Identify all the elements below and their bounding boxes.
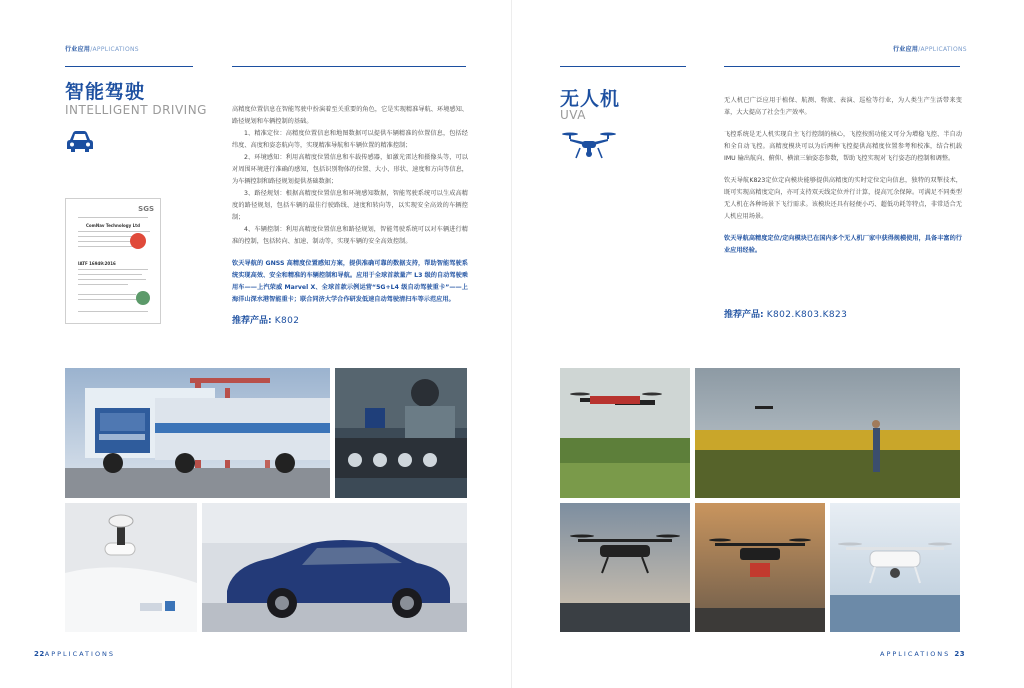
paragraph: 飞控系统是无人机实现自主飞行控制的核心，飞控按照功能又可分为增稳飞控、半自动和全自动飞控。高精度模块可以为后两种飞控提供高精度位置参考和校准，结合机载 IMU 输出航向、俯仰、横滚三轴姿态参数，帮助飞控实现对飞行姿态的控制和调整。 [724, 131, 962, 162]
paragraph: 2、环境感知：利用高精度位置信息和车载传感器，如激光雷达和摄像头等，可以对周围环境进行准确的感知，包括识别物体的位置、大小、形状、速度和方向等信息，为车辆控制和路径规划提供基础数据； [232, 154, 468, 185]
recommend-label: 推荐产品: [232, 316, 272, 326]
cert-company: ComNav Technology Ltd [86, 223, 140, 228]
footer-left [34, 650, 115, 658]
paragraph: 3、路径规划：根据高精度位置信息和环境感知数据，智能驾驶系统可以生成高精度的路径规划，包括车辆的最佳行驶路线、速度和转向等，以实现安全高效的车辆控制； [232, 190, 468, 221]
paragraph: 钦天导航K823定位定向模块能够提供高精度的实时定位定向信息，独特的双掣技术，既可实现高精度定向，亦可支持双天线定位并行计算，提高冗余保障。可满足不同类型无人机在各种场景下飞行需求。该模块还具有轻便小巧、超低功耗等特点，非常适合无人机应用场景。 [724, 177, 962, 220]
cert-line [78, 231, 150, 232]
header-rule-left-a [65, 66, 193, 67]
spacer [724, 165, 962, 175]
left-body-text [232, 104, 468, 306]
footer-right [880, 650, 965, 658]
paragraph: 4、车辆控制：利用高精度位置信息和路径规划，智能驾驶系统可以对车辆进行精准的控制，包括转向、加速、制动等，实现车辆的安全高效控制。 [232, 226, 468, 245]
cert-seal-globe [136, 291, 150, 305]
page-title-cn: 无人机 [560, 88, 621, 110]
page-title-cn: 智能驾驶 [65, 81, 146, 103]
section-header-cn: 行业应用 [65, 46, 91, 53]
paragraph: 1、精准定位：高精度位置信息和地图数据可以提供车辆精准的位置信息，包括经纬度、高度和姿态航向等，实现精准导航和车辆位置的精准控制； [232, 130, 468, 149]
header-rule-left-b [232, 66, 466, 67]
recommend-model: K802 [274, 316, 300, 326]
section-header-cn: 行业应用 [893, 46, 919, 53]
spacer [724, 223, 962, 233]
footer-text: APPLICATIONS [44, 650, 116, 658]
highlight-paragraph: 钦天导航高精度定位/定向模块已在国内多个无人机厂家中获得规模使用，具备丰富的行业应用经验。 [724, 235, 962, 254]
page-title-en: UVA [560, 108, 586, 122]
cert-line [78, 246, 134, 247]
photo-sunflower-field-drone [695, 368, 960, 498]
right-body-text [724, 95, 962, 257]
cert-line [78, 284, 128, 285]
cert-line [78, 236, 138, 237]
page-title-en: INTELLIGENT DRIVING [65, 103, 207, 117]
page-number: 23 [954, 650, 966, 658]
recommended-product-right [724, 307, 847, 320]
photo-blue-suv [202, 503, 467, 632]
car-icon [66, 130, 94, 154]
cert-seal-red [130, 233, 146, 249]
header-rule-right-a [560, 66, 686, 67]
spacer [724, 119, 962, 129]
drone-icon [562, 130, 616, 160]
photo-drone-sunset [560, 503, 690, 632]
section-header-left [65, 44, 139, 53]
section-header-right [893, 44, 967, 53]
recommended-product-left [232, 313, 299, 326]
photo-engineer-sensors [335, 368, 467, 498]
recommend-model: K802.K803.K823 [766, 310, 848, 320]
header-rule-right-b [724, 66, 960, 67]
cert-line [78, 294, 136, 295]
sgs-certificate [65, 198, 161, 324]
spacer [232, 248, 468, 258]
cert-line [78, 279, 146, 280]
paragraph: 高精度位置信息在智能驾驶中扮演着至关重要的角色，它是实现精准导航、环境感知、路径规划和车辆控制的基础。 [232, 106, 468, 125]
paragraph: 无人机已广泛应用于植保、航测、物流、表演、巡检等行业，为人类生产生活带来变革，大大提高了社会生产效率。 [724, 97, 962, 116]
photo-drone-cargo [695, 503, 825, 632]
cert-line [78, 274, 142, 275]
photo-autonomous-truck [65, 368, 330, 498]
right-page [512, 0, 1024, 688]
cert-line [78, 311, 148, 312]
recommend-label: 推荐产品: [724, 310, 764, 320]
cert-line [78, 269, 148, 270]
section-header-en: /APPLICATIONS [918, 46, 967, 53]
highlight-paragraph: 钦天导航的 GNSS 高精度位置感知方案，提供准确可靠的数据支持，帮助智能驾驶系统实现高效、安全和精准的车辆控制和导航。应用于全球首款量产 L3 级的自动驾驶乘用车——上汽荣威 Marvel X、全球首款示例运营“5G+L4 级自动驾驶重卡”——上海洋山深水港智能重卡；联合同济大学合作研发低速自动驾驶清扫车等示范应用。 [232, 260, 468, 303]
cert-standard: IATF 16949:2016 [78, 261, 116, 266]
footer-text: APPLICATIONS [880, 650, 951, 658]
cert-line [78, 217, 148, 218]
photo-agri-drone-field [560, 368, 690, 498]
cert-line [78, 299, 140, 300]
section-header-en: /APPLICATIONS [90, 46, 139, 53]
page-number: 22 [34, 650, 45, 658]
photo-white-drone-sea [830, 503, 960, 632]
sgs-logo: SGS [138, 205, 154, 213]
photo-gnss-antenna-vehicle [65, 503, 197, 632]
